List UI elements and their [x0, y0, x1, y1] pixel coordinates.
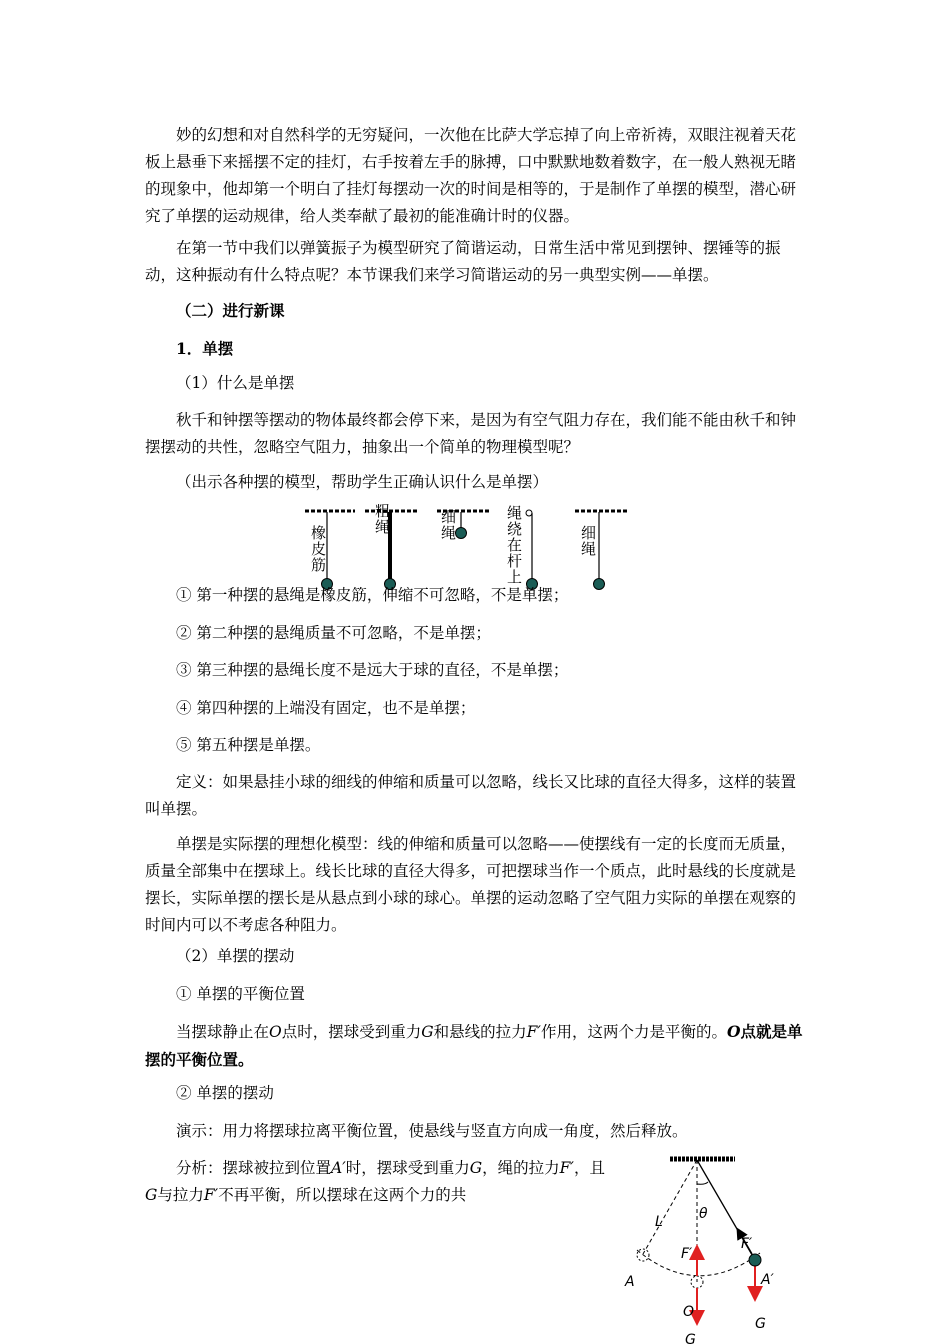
demo-paragraph: 演示：用力将摆球拉离平衡位置，使悬线与竖直方向成一角度，然后释放。	[176, 1122, 688, 1140]
label-rubber-band: 橡皮筋	[311, 524, 327, 574]
question-what-is-pendulum: （1）什么是单摆	[176, 374, 295, 392]
label-G-center: G	[685, 1332, 696, 1344]
equilibrium-paragraph: 当摆球静止在O点时，摆球受到重力G和悬线的拉力F′作用，这两个力是平衡的。O点就是单摆的平衡位置。	[145, 1022, 803, 1069]
list-item-4: ④ 第四种摆的上端没有固定，也不是单摆；	[176, 699, 476, 717]
list-item-1: ① 第一种摆的悬绳是橡皮筋，伸缩不可忽略，不是单摆；	[176, 586, 569, 604]
label-thin-rope-short: 细绳	[441, 508, 457, 542]
list-item-3: ③ 第三种摆的悬绳长度不是远大于球的直径，不是单摆；	[176, 661, 569, 679]
swing-title: （2）单摆的摆动	[176, 947, 295, 965]
figure1-labels	[311, 504, 596, 586]
definition-paragraph: 定义：如果悬挂小球的细线的伸缩和质量可以忽略，线长又比球的直径大得多，这样的装置叫单摆。	[145, 773, 797, 818]
label-L: L	[655, 1214, 663, 1230]
label-A-prime: A′	[761, 1272, 774, 1288]
pendulum-force-diagram	[615, 1150, 815, 1344]
label-F-side: F′	[741, 1236, 753, 1252]
list-item-5: ⑤ 第五种摆是单摆。	[176, 736, 321, 754]
label-A: A	[625, 1274, 635, 1290]
equilibrium-title: ① 单摆的平衡位置	[176, 985, 305, 1003]
pendulum-rope-on-rod	[526, 510, 538, 590]
label-thick-rope: 粗绳	[375, 504, 391, 536]
label-G-side: G	[755, 1316, 766, 1332]
label-thin-rope: 细绳	[581, 524, 597, 558]
pendulum-thick-rope	[365, 511, 417, 590]
left-string	[643, 1160, 697, 1254]
swing-arc	[637, 1250, 760, 1276]
paragraph-show-models: （出示各种摆的模型，帮助学生正确认识什么是单摆）	[176, 473, 549, 491]
angle-arc	[697, 1182, 708, 1184]
label-O: O	[683, 1304, 695, 1320]
pendulum-ball	[749, 1254, 761, 1266]
analysis-paragraph: 分析：摆球被拉到位置A′时，摆球受到重力G，绳的拉力F′，且G与拉力F′不再平衡，所以摆球在这两个力的共	[145, 1159, 605, 1204]
paragraph-swing-commonality: 秋千和钟摆等摆动的物体最终都会停下来，是因为有空气阻力存在，我们能不能由秋千和钟摆摆动的共性，忽略空气阻力，抽象出一个简单的物理模型呢？	[145, 411, 797, 456]
intro-paragraph-2: 在第一节中我们以弹簧振子为模型研究了简谐运动，日常生活中常见到摆钟、摆锤等的振动，这种振动有什么特点呢？本节课我们来学习简谐运动的另一典型实例——单摆。	[145, 239, 781, 284]
label-F-center: F′	[681, 1246, 693, 1262]
intro-paragraph-1: 妙的幻想和对自然科学的无穷疑问，一次他在比萨大学忘掉了向上帝祈祷，双眼注视着天花板上悬垂下来摇摆不定的挂灯，右手按着左手的脉搏，口中默默地数着数字，在一般人熟视无睹的现象中，他却第一个明白了挂灯每摆动一次的时间是相等的，于是制作了单摆的模型，潜心研究了单摆的运动规律，给人类奉献了最初的能准确计时的仪器。	[145, 126, 797, 225]
label-rope-on-rod: 绳绕在杆上	[507, 504, 523, 586]
list-item-2: ② 第二种摆的悬绳质量不可忽略，不是单摆；	[176, 624, 491, 642]
label-theta: θ	[699, 1206, 708, 1222]
motion-title: ② 单摆的摆动	[176, 1084, 274, 1102]
section-heading: （二）进行新课	[176, 301, 285, 320]
ideal-model-paragraph: 单摆是实际摆的理想化模型：线的伸缩和质量可以忽略——使摆线有一定的长度而无质量，质量全部集中在摆球上。线长比球的直径大得多，可把摆球当作一个质点，此时悬线的长度就是摆长，实际单摆的摆长是从悬点到小球的球心。单摆的运动忽略了空气阻力实际的单摆在观察的时间内可以不考虑各种阻力。	[145, 835, 797, 934]
subsection-pendulum: 1．单摆	[176, 339, 234, 358]
